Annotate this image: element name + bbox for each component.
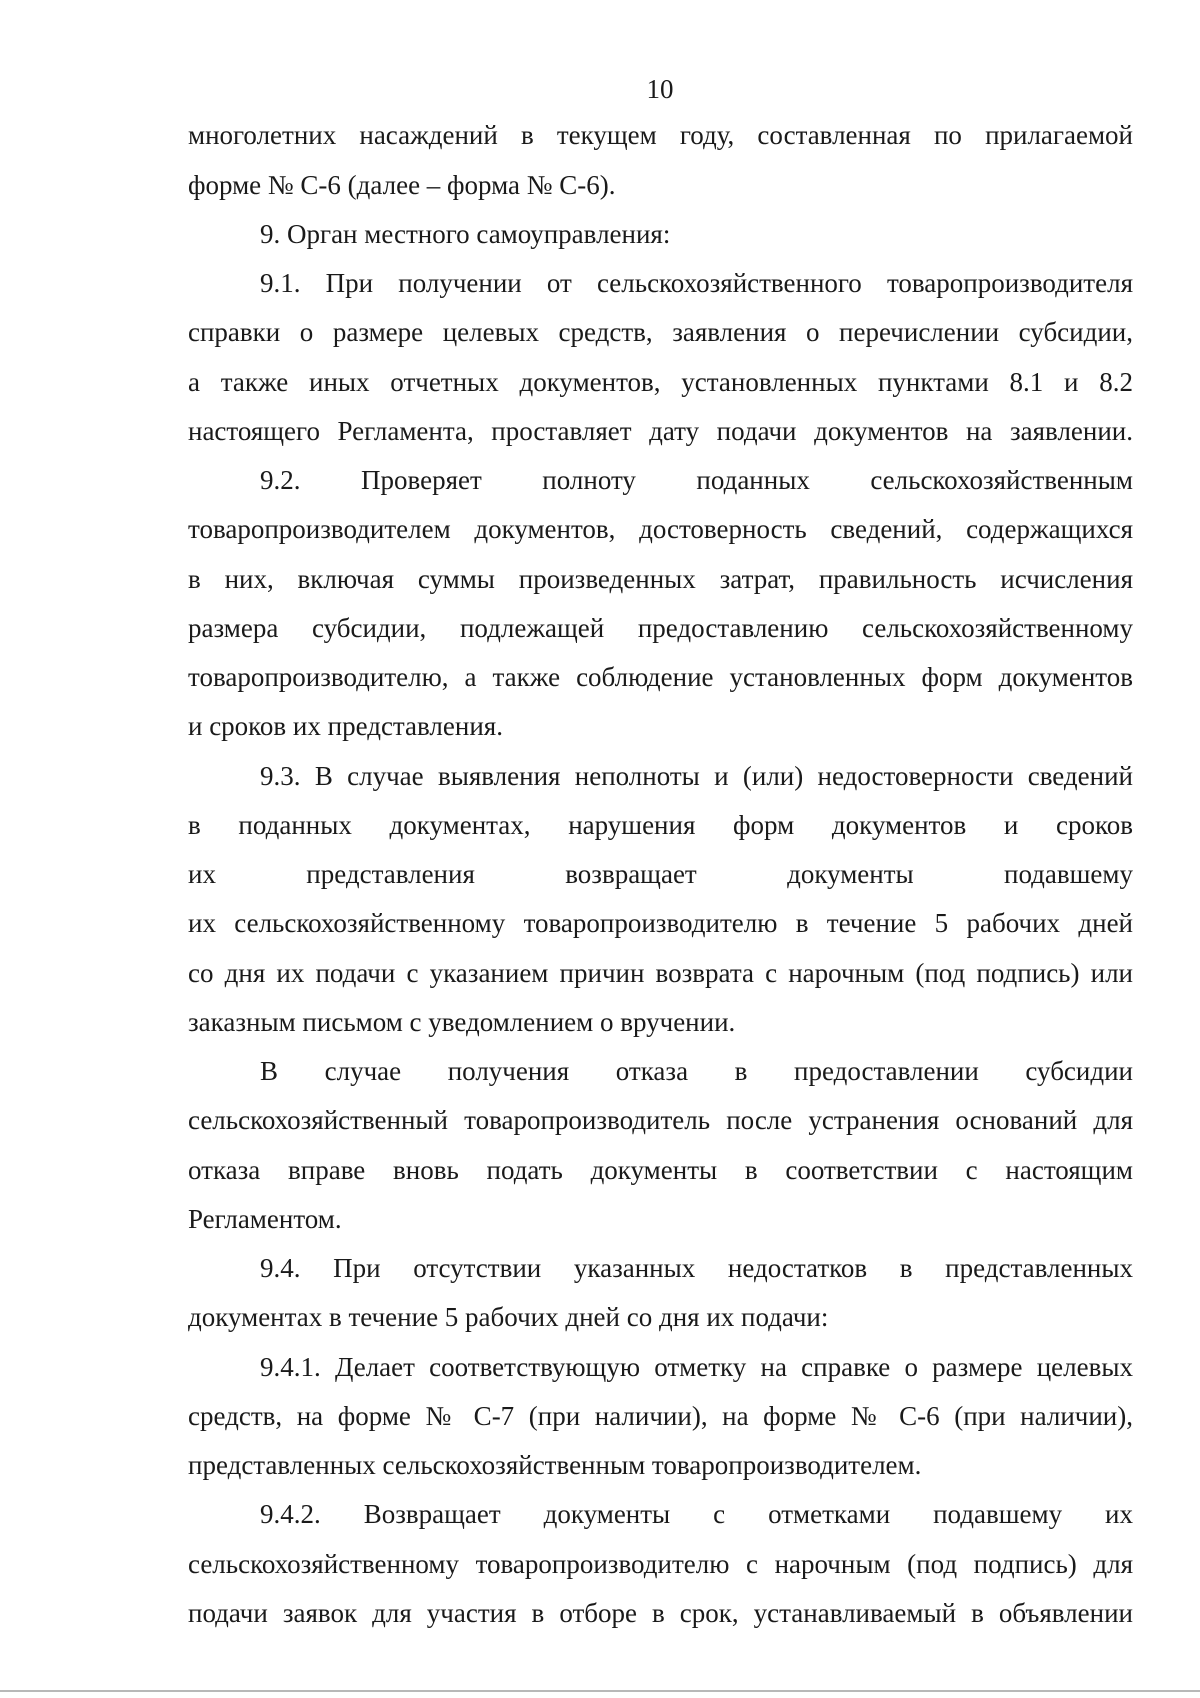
text-line: их сельскохозяйственному товаропроизводителю в течение 5 рабочих дней — [188, 908, 1133, 938]
text-line: в поданных документах, нарушения форм документов и сроков — [188, 810, 1133, 840]
text-line: со дня их подачи с указанием причин возврата с нарочным (под подпись) или — [188, 958, 1133, 988]
text-line: Регламентом. — [188, 1204, 342, 1234]
text-line: документах в течение 5 рабочих дней со дня их подачи: — [188, 1302, 829, 1332]
text-line: а также иных отчетных документов, установленных пунктами 8.1 и 8.2 — [188, 367, 1133, 397]
text-line: их представления возвращает документы подавшему — [188, 859, 1133, 889]
text-line: товаропроизводителю, а также соблюдение установленных форм документов — [188, 662, 1133, 692]
page-number: 10 — [646, 74, 674, 104]
text-line: справки о размере целевых средств, заявления о перечислении субсидии, — [188, 317, 1133, 347]
text-line: товаропроизводителем документов, достоверность сведений, содержащихся — [188, 514, 1133, 544]
text-line: настоящего Регламента, проставляет дату подачи документов на заявлении. — [188, 416, 1133, 446]
text-line: отказа вправе вновь подать документы в соответствии с настоящим — [188, 1155, 1133, 1185]
text-line: сельскохозяйственный товаропроизводитель после устранения оснований для — [188, 1105, 1133, 1135]
text-line: заказным письмом с уведомлением о вручении. — [188, 1007, 736, 1037]
text-line: средств, на форме № С-7 (при наличии), на форме № С-6 (при наличии), — [188, 1401, 1133, 1431]
scan-edge-line — [0, 1690, 1200, 1692]
text-line: 9.1. При получении от сельскохозяйственного товаропроизводителя — [260, 268, 1133, 298]
text-line: 9.2. Проверяет полноту поданных сельскохозяйственным — [260, 465, 1133, 495]
text-line: 9.4. При отсутствии указанных недостатков в представленных — [260, 1253, 1133, 1283]
text-line: и сроков их представления. — [188, 711, 503, 741]
text-line: многолетних насаждений в текущем году, составленная по прилагаемой — [188, 120, 1133, 150]
text-line: 9.4.1. Делает соответствующую отметку на справке о размере целевых — [260, 1352, 1133, 1382]
text-line: подачи заявок для участия в отборе в срок, устанавливаемый в объявлении — [188, 1598, 1133, 1628]
text-line: в них, включая суммы произведенных затрат, правильность исчисления — [188, 564, 1133, 594]
text-line: 9.4.2. Возвращает документы с отметками подавшему их — [260, 1499, 1133, 1529]
text-line: 9.3. В случае выявления неполноты и (или) недостоверности сведений — [260, 761, 1133, 791]
text-line: размера субсидии, подлежащей предоставлению сельскохозяйственному — [188, 613, 1133, 643]
text-line: В случае получения отказа в предоставлении субсидии — [260, 1056, 1133, 1086]
text-line: форме № С-6 (далее – форма № С-6). — [188, 170, 616, 200]
text-line: 9. Орган местного самоуправления: — [260, 219, 671, 249]
text-line: сельскохозяйственному товаропроизводителю с нарочным (под подпись) для — [188, 1549, 1133, 1579]
text-line: представленных сельскохозяйственным товаропроизводителем. — [188, 1450, 922, 1480]
